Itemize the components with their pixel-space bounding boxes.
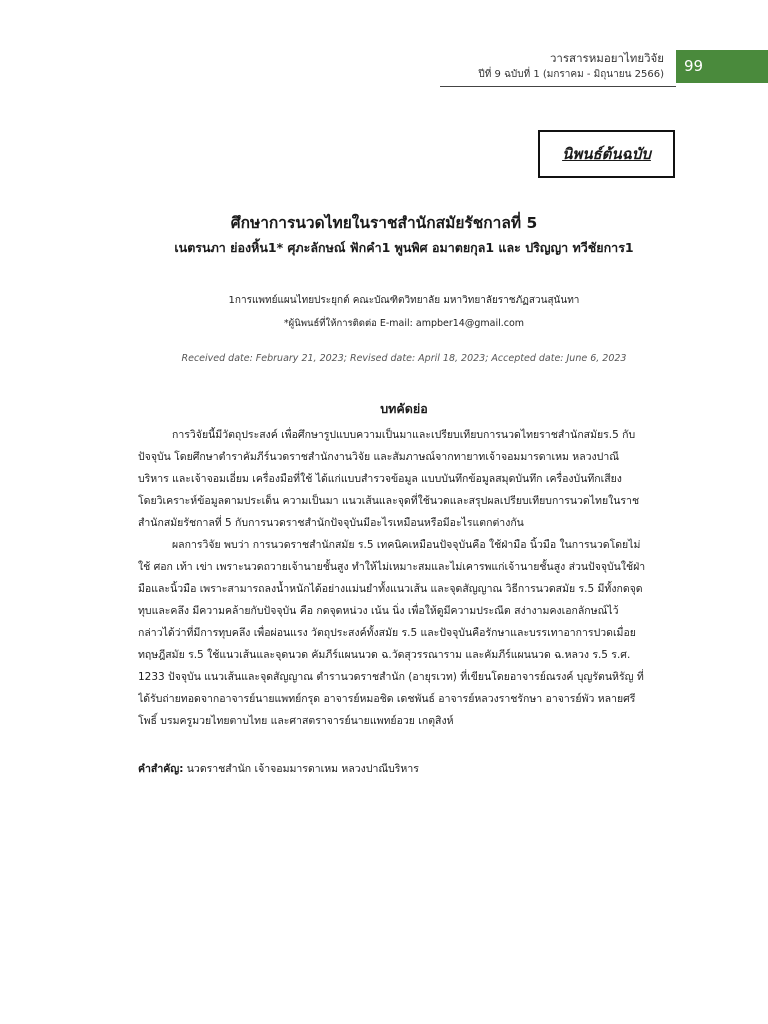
abstract-line: 1233 ปัจจุบัน แนวเส้นและจุดสัญญาณ ตำรานวดราชสำนัก (อายุรเวท) ที่เขียนโดยอาจารย์ณรงค์ บุญรัตนหิรัญ ที่ — [138, 671, 644, 683]
article-type: นิพนธ์ต้นฉบับ — [562, 145, 651, 163]
affiliation: 1การแพทย์แผนไทยประยุกต์ คณะบัณฑิตวิทยาลัย มหาวิทยาลัยราชภัฏสวนสุนันทา — [228, 295, 580, 306]
abstract-line: มือและนิ้วมือ เพราะสามารถลงน้ำหนักได้อย่างแม่นยำทั้งแนวเส้น และจุดสัญญาณ วิธีการนวดสมัย ร.5 มีทั้งกดจุด — [138, 583, 643, 595]
abstract-line: การวิจัยนี้มีวัตถุประสงค์ เพื่อศึกษารูปแบบความเป็นมาและเปรียบเทียบการนวดไทยราชสำนักสมัยร.5 กับ — [172, 429, 636, 441]
keywords-label: คำสำคัญ: — [138, 763, 184, 775]
abstract-body — [138, 424, 676, 732]
authors: เนตรนภา ย่องหิ้น1* ศุภะลักษณ์ ฟักคำ1 พูนพิศ อมาตยกุล1 และ ปริญญา ทวีชัยการ1 — [174, 240, 634, 255]
journal-header — [478, 50, 664, 82]
abstract-line: บริหาร และเจ้าจอมเอี่ยม เครื่องมือที่ใช้ ได้แก่แบบสำรวจข้อมูล แบบบันทึกข้อมูลสมุดบันทึก เครื่องบันทึกเสียง — [138, 473, 622, 485]
abstract-line: กล่าวได้ว่าที่มีการทุบคลึง เพื่อผ่อนแรง วัตถุประสงค์ทั้งสมัย ร.5 และปัจจุบันคือรักษาและบรรเทาอาการปวดเมื่อย — [138, 627, 636, 639]
header-divider — [440, 86, 676, 87]
corresponding-author: *ผู้นิพนธ์ที่ให้การติดต่อ E-mail: ampber14@gmail.com — [283, 318, 525, 329]
submission-dates: Received date: February 21, 2023; Revised date: April 18, 2023; Accepted date: June 6, 2023 — [181, 353, 627, 364]
abstract-heading: บทคัดย่อ — [380, 401, 428, 416]
abstract-line: ปัจจุบัน โดยศึกษาตำราคัมภีร์นวดราชสำนักงานวิจัย และสัมภาษณ์จากทายาทเจ้าจอมมารดาเหม หลวงปาณี — [138, 451, 619, 463]
abstract-line: ใช้ ศอก เท้า เข่า เพราะนวดถวายเจ้านายชั้นสูง ทำให้ไม่เหมาะสมและไม่เคารพแก่เจ้านายชั้นสูง ส่วนปัจจุบันใช้ฝ่า — [138, 561, 646, 573]
abstract-line: สำนักสมัยรัชกาลที่ 5 กับการนวดราชสำนักปัจจุบันมีอะไรเหมือนหรือมีอะไรแตกต่างกัน — [138, 517, 524, 529]
abstract-line: ทฤษฎีสมัย ร.5 ใช้แนวเส้นและจุดนวด คัมภีร์แผนนวด ฉ.วัดสุวรรณาราม และคัมภีร์แผนนวด ฉ.หลวง ร.5 ร.ศ. — [138, 649, 631, 661]
keywords-text: นวดราชสำนัก เจ้าจอมมารดาเหม หลวงปาณีบริหาร — [183, 763, 419, 775]
article-type-box — [538, 130, 675, 178]
page-number: 99 — [676, 50, 768, 83]
abstract-line: โพธิ์ บรมครูมวยไทยตาบไทย และศาสตราจารย์นายแพทย์อวย เกตุสิงห์ — [138, 715, 454, 727]
abstract-line: โดยวิเคราะห์ข้อมูลตามประเด็น ความเป็นมา แนวเส้นและจุดที่ใช้นวดและสรุปผลเปรียบเทียบการนวดไทยในราช — [138, 495, 640, 507]
article-title: ศึกษาการนวดไทยในราชสำนักสมัยรัชกาลที่ 5 — [230, 214, 538, 232]
keywords — [138, 760, 676, 777]
journal-name: วารสารหมอยาไทยวิจัย — [549, 51, 664, 65]
abstract-line: ทุบและคลึง มีความคล้ายกับปัจจุบัน คือ กดจุดหน่วง เน้น นิ่ง เพื่อให้ดูมีความประณีต สง่างามคงเอกลักษณ์ไว้ — [138, 605, 619, 617]
journal-issue: ปีที่ 9 ฉบับที่ 1 (มกราคม - มิถุนายน 2566) — [478, 69, 664, 80]
abstract-line: ผลการวิจัย พบว่า การนวดราชสำนักสมัย ร.5 เทคนิคเหมือนปัจจุบันคือ ใช้ฝ่ามือ นิ้วมือ ในการนวดโดยไม่ — [172, 539, 641, 551]
abstract-line: ได้รับถ่ายทอดจากอาจารย์นายแพทย์กรุด อาจารย์หมอชิด เดชพันธ์ อาจารย์หลวงราชรักษา อาจารย์พัว หลายศรี — [138, 693, 636, 705]
